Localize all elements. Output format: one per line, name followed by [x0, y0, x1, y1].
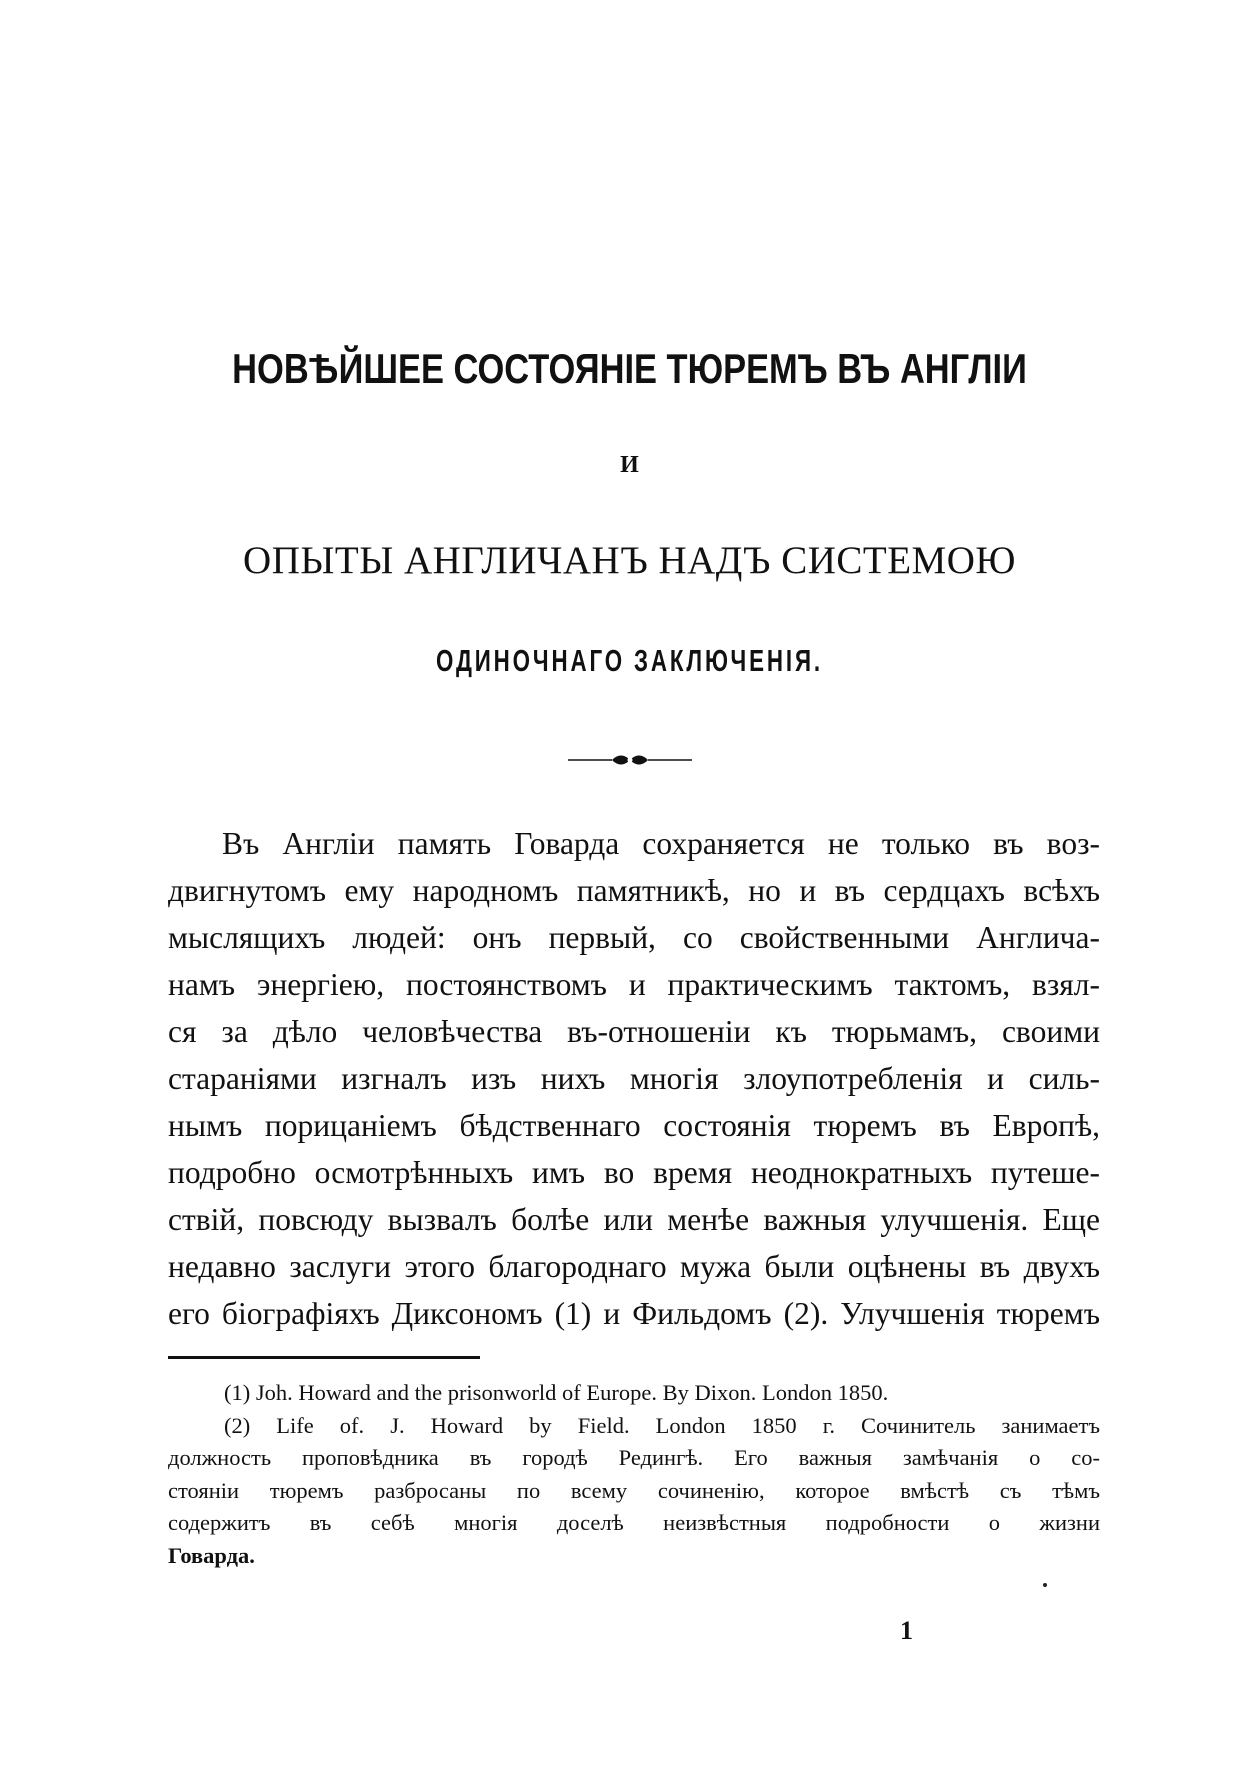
body-line: стараніями изгналъ изъ нихъ многія злоупотребленія и силь-: [168, 1061, 1100, 1096]
footnote-line: стояніи тюремъ разбросаны по всему сочиненію, которое вмѣстѣ съ тѣмъ: [168, 1477, 1100, 1503]
footnote-rule: [168, 1356, 480, 1359]
title-line-4: ОДИНОЧНАГО ЗАКЛЮЧЕНІЯ.: [436, 643, 823, 678]
body-line: недавно заслуги этого благороднаго мужа были оцѣнены въ двухъ: [168, 1249, 1100, 1284]
body-line: ствій, повсюду вызвалъ болѣе или менѣе важныя улучшенія. Еще: [168, 1202, 1100, 1237]
footnote-line: (1) Joh. Howard and the prisonworld of Europe. By Dixon. London 1850.: [224, 1380, 889, 1405]
page-number: 1: [900, 1616, 913, 1645]
ornament-divider-icon: [568, 752, 692, 768]
body-line: ся за дѣло человѣчества въ-отношеніи къ тюрьмамъ, своими: [168, 1014, 1100, 1049]
footnote-line: содержитъ въ себѣ многія доселѣ неизвѣстныя подробности о жизни: [168, 1510, 1100, 1535]
body-line: нымъ порицаніемъ бѣдственнаго состоянія тюремъ въ Европѣ,: [168, 1108, 1100, 1143]
footnote-line: (2) Life of. J. Howard by Field. London 1850 г. Сочинитель занимаетъ: [224, 1412, 1100, 1438]
footnote-line: Говарда.: [168, 1542, 255, 1568]
footnote-line: должность проповѣдника въ городѣ Редингѣ. Его важныя замѣчанія о со-: [168, 1445, 1100, 1470]
body-line: мыслящихъ людей: онъ первый, со свойственными Англича-: [168, 920, 1100, 955]
title-line-3: ОПЫТЫ АНГЛИЧАНЪ НАДЪ СИСТЕМОЮ: [243, 539, 1016, 582]
footnotes: [168, 1377, 1100, 1572]
body-line: Въ Англіи память Говарда сохраняется не только въ воз-: [222, 826, 1100, 861]
body-line: его біографіяхъ Диксономъ (1) и Фильдомъ (2). Улучшенія тюремъ: [168, 1296, 1100, 1331]
body-line: двигнутомъ ему народномъ памятникѣ, но и въ сердцахъ всѣхъ: [168, 873, 1100, 908]
title-line-1: НОВѢЙШЕЕ СОСТОЯНІЕ ТЮРЕМЪ ВЪ АНГЛІИ: [232, 345, 1027, 392]
body-paragraph: [168, 820, 1100, 1337]
body-line: намъ энергіею, постоянствомъ и практическимъ тактомъ, взял-: [168, 967, 1100, 1002]
body-line: подробно осмотрѣнныхъ имъ во время неоднократныхъ путеше-: [168, 1155, 1100, 1190]
print-speck: [1043, 1583, 1047, 1587]
title-conjunction: И: [620, 452, 639, 478]
